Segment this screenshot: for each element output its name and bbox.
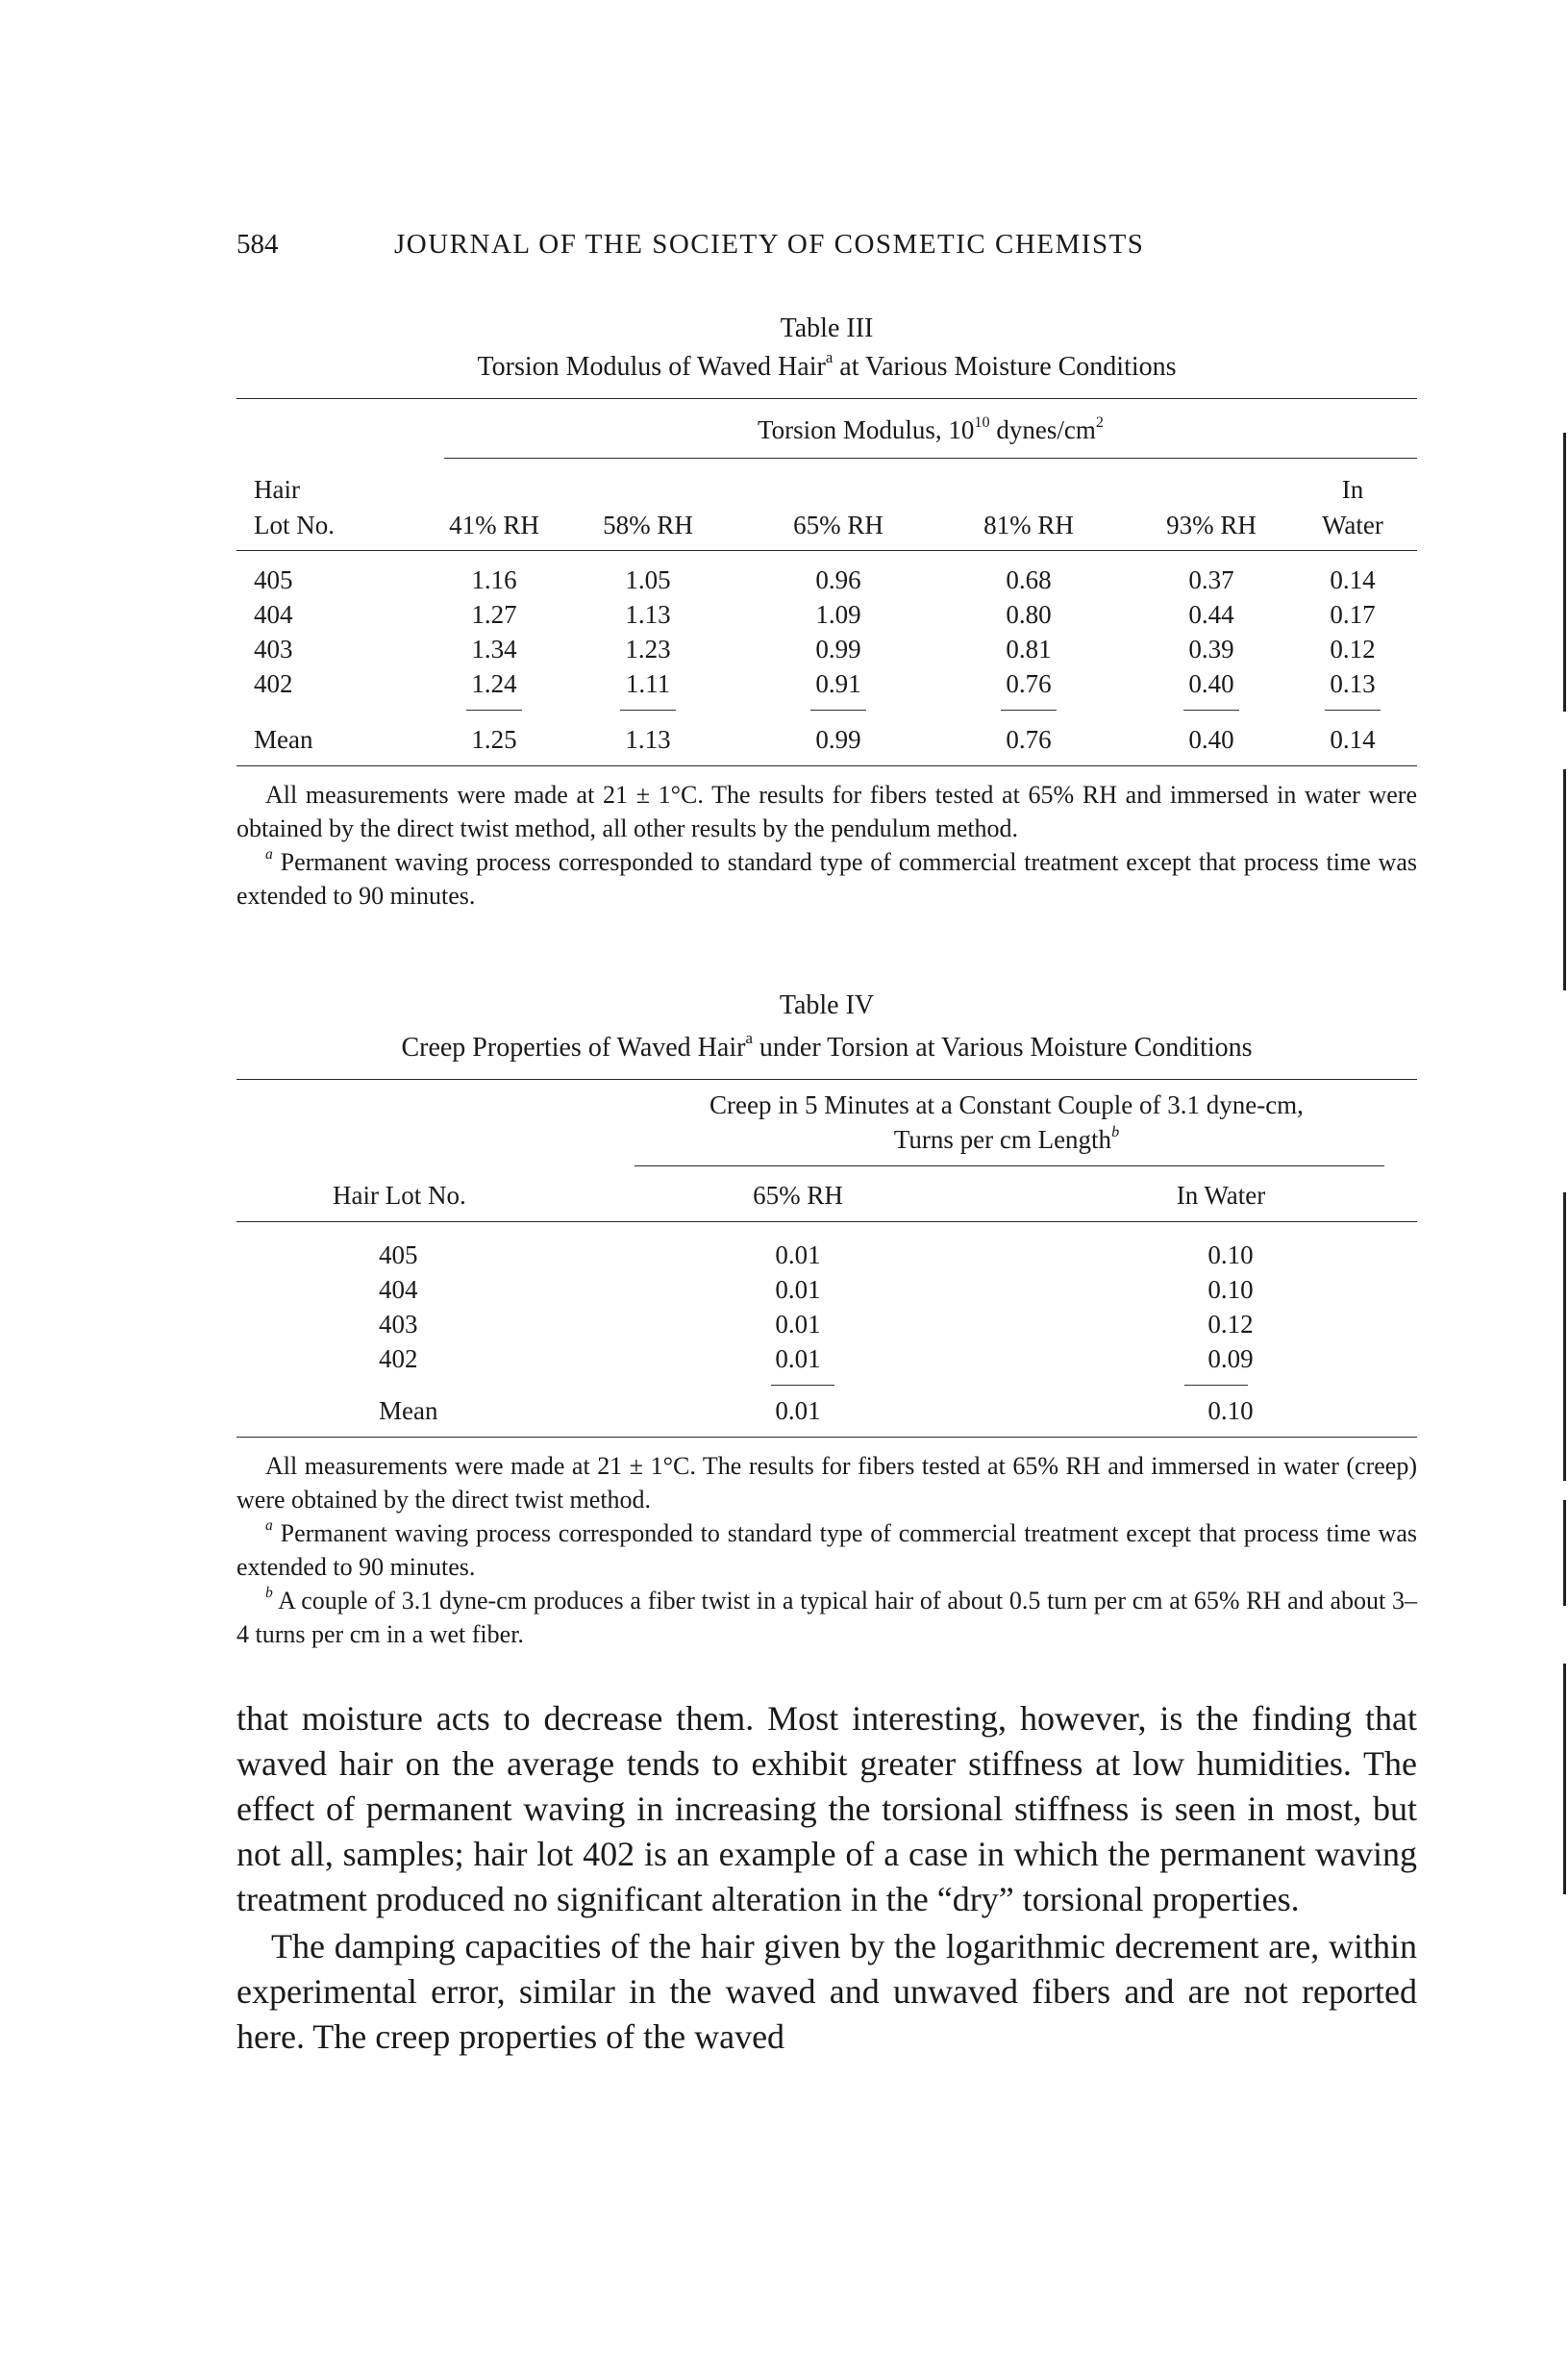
table3-top-rule — [236, 398, 1417, 399]
table-cell: 1.13 — [625, 725, 671, 754]
table-cell: 0.40 — [1188, 669, 1234, 698]
table-cell: 0.13 — [1330, 669, 1376, 698]
table3-spanner-rule — [444, 458, 1417, 459]
page-number: 584 — [236, 229, 279, 260]
table-row: 405 — [254, 565, 293, 594]
sum-mark — [466, 710, 522, 711]
sum-mark — [810, 710, 866, 711]
table-cell: 0.09 — [1207, 1344, 1254, 1373]
table-cell: 0.80 — [1006, 600, 1052, 629]
table4-spanner-line1: Creep in 5 Minutes at a Constant Couple of 3.1 dyne-cm, — [709, 1090, 1304, 1119]
table-cell: 1.23 — [625, 635, 671, 663]
table-cell: 0.81 — [1006, 635, 1052, 663]
table-cell: 0.17 — [1330, 600, 1376, 629]
table4-spanner-line2: Turns per cm Length$^b$ — [893, 1122, 1120, 1154]
table-cell: 0.10 — [1207, 1275, 1254, 1304]
table-cell: 0.99 — [815, 725, 861, 754]
table4-spanner-rule — [635, 1165, 1384, 1166]
table-cell: 0.01 — [775, 1344, 821, 1373]
table-row: 403 — [379, 1310, 418, 1339]
sum-mark — [771, 1385, 834, 1386]
table3-col-hair-1: Hair — [254, 475, 300, 504]
table4-notes — [236, 1449, 1417, 1651]
table-cell: 0.39 — [1188, 635, 1234, 663]
table4-col-water: In Water — [1176, 1181, 1266, 1210]
table-row: 405 — [379, 1240, 418, 1269]
table-cell: 1.13 — [625, 600, 671, 629]
mean-row: Mean — [379, 1396, 438, 1425]
sum-mark — [1183, 710, 1239, 711]
table-cell: 0.40 — [1188, 725, 1234, 754]
table-cell: 0.01 — [775, 1240, 821, 1269]
table-cell: 0.10 — [1207, 1396, 1254, 1425]
table3-col-93: 93% RH — [1166, 511, 1257, 539]
table-cell: 0.76 — [1006, 725, 1052, 754]
table-cell: 0.37 — [1188, 565, 1234, 594]
scan-edge — [1563, 769, 1566, 990]
table3-notes — [236, 778, 1417, 913]
table-row: 404 — [254, 600, 293, 629]
table4-col-rh: 65% RH — [753, 1181, 843, 1210]
table-cell: 1.25 — [471, 725, 517, 754]
table4-footnote-a: $^a$ Permanent waving process corresponded to standard type of commercial treatment except that process time was extended to 90 minutes. — [236, 1517, 1417, 1581]
table3-col-water-2: Water — [1322, 511, 1383, 539]
table-cell: 1.24 — [471, 669, 517, 698]
table-cell: 1.34 — [471, 635, 517, 663]
table4-footnote-b: $^b$ A couple of 3.1 dyne-cm produces a fiber twist in a typical hair of about 0.5 turn per cm at 65% RH and about 3–4 turns per cm in a wet fiber. — [236, 1585, 1417, 1648]
table4-header-rule — [236, 1221, 1417, 1222]
mean-row: Mean — [254, 725, 313, 754]
table-cell: 0.96 — [815, 565, 861, 594]
sum-mark — [1184, 1385, 1248, 1386]
table3-title: Torsion Modulus of Waved Hair$^a$ at Various Moisture Conditions — [477, 348, 1177, 382]
table-cell: 1.05 — [625, 565, 671, 594]
table-cell: 0.99 — [815, 635, 861, 663]
body-paragraph-2: The damping capacities of the hair given by the logarithmic decrement are, within experimental error, similar in the waved and unwaved fibers and are not reported here. The creep properties of the waved — [236, 1927, 1417, 2056]
scan-edge — [1563, 1664, 1566, 1894]
table3-label: Table III — [780, 313, 874, 343]
table3-col-58: 58% RH — [603, 511, 693, 539]
table4-bottom-rule — [236, 1437, 1417, 1438]
table-cell: 0.10 — [1207, 1240, 1254, 1269]
body-text — [236, 1696, 1417, 2060]
table-cell: 0.68 — [1006, 565, 1052, 594]
table4-col-hair: Hair Lot No. — [333, 1181, 466, 1210]
table-cell: 1.11 — [625, 669, 671, 698]
table-cell: 0.01 — [775, 1396, 821, 1425]
scan-edge — [1563, 1500, 1566, 1606]
table3-col-65: 65% RH — [793, 511, 884, 539]
table4-note: All measurements were made at 21 ± 1°C. The results for fibers tested at 65% RH and immersed in water (creep) were obtained by the direct twist method. — [236, 1452, 1417, 1514]
table3-col-81: 81% RH — [983, 511, 1074, 539]
table-cell: 0.76 — [1006, 669, 1052, 698]
table-cell: 1.16 — [471, 565, 517, 594]
table-cell: 0.01 — [775, 1310, 821, 1339]
table3-col-water-1: In — [1341, 475, 1364, 504]
table3-header-rule — [236, 550, 1417, 551]
table3-col-41: 41% RH — [449, 511, 539, 539]
table-cell: 0.44 — [1188, 600, 1234, 629]
table3-col-hair-2: Lot No. — [254, 511, 335, 539]
table3-footnote-a: $^a$ Permanent waving process corresponded to standard type of commercial treatment except that process time was extended to 90 minutes. — [236, 846, 1417, 910]
scan-edge — [1563, 433, 1566, 712]
table-cell: 1.27 — [471, 600, 517, 629]
table-row: 404 — [379, 1275, 418, 1304]
table3-bottom-rule — [236, 765, 1417, 766]
table4-top-rule — [236, 1079, 1417, 1080]
table-cell: 0.14 — [1330, 725, 1376, 754]
table-cell: 0.91 — [815, 669, 861, 698]
table-cell: 0.12 — [1330, 635, 1376, 663]
table-cell: 0.12 — [1207, 1310, 1254, 1339]
table4-label: Table IV — [779, 990, 875, 1020]
scan-edge — [1563, 1192, 1566, 1481]
sum-mark — [1325, 710, 1381, 711]
sum-mark — [620, 710, 676, 711]
table-row: 403 — [254, 635, 293, 663]
table-row: 402 — [254, 669, 293, 698]
body-paragraph-1: that moisture acts to decrease them. Most interesting, however, is the finding that waved hair on the average tends to exhibit greater stiffness at low humidities. The effect of permanent waving in increasing the torsional stiffness is seen in most, but not all, samples; hair lot 402 is an example of a case in which the permanent waving treatment produced no significant alteration in the “dry” torsional properties. — [236, 1699, 1417, 1918]
table3-spanner: Torsion Modulus, $10^{10}$ dynes/$cm^2$ — [758, 413, 1104, 444]
sum-mark — [1001, 710, 1057, 711]
table-cell: 0.01 — [775, 1275, 821, 1304]
table-cell: 1.09 — [815, 600, 861, 629]
table-cell: 0.14 — [1330, 565, 1376, 594]
running-header — [0, 229, 1568, 267]
table4-title: Creep Properties of Waved Hair$^a$ under Torsion at Various Moisture Conditions — [401, 1029, 1253, 1063]
table-row: 402 — [379, 1344, 418, 1373]
journal-title: JOURNAL OF THE SOCIETY OF COSMETIC CHEMISTS — [394, 229, 1145, 260]
table3-note: All measurements were made at 21 ± 1°C. The results for fibers tested at 65% RH and immersed in water were obtained by the direct twist method, all other results by the pendulum method. — [236, 781, 1417, 842]
